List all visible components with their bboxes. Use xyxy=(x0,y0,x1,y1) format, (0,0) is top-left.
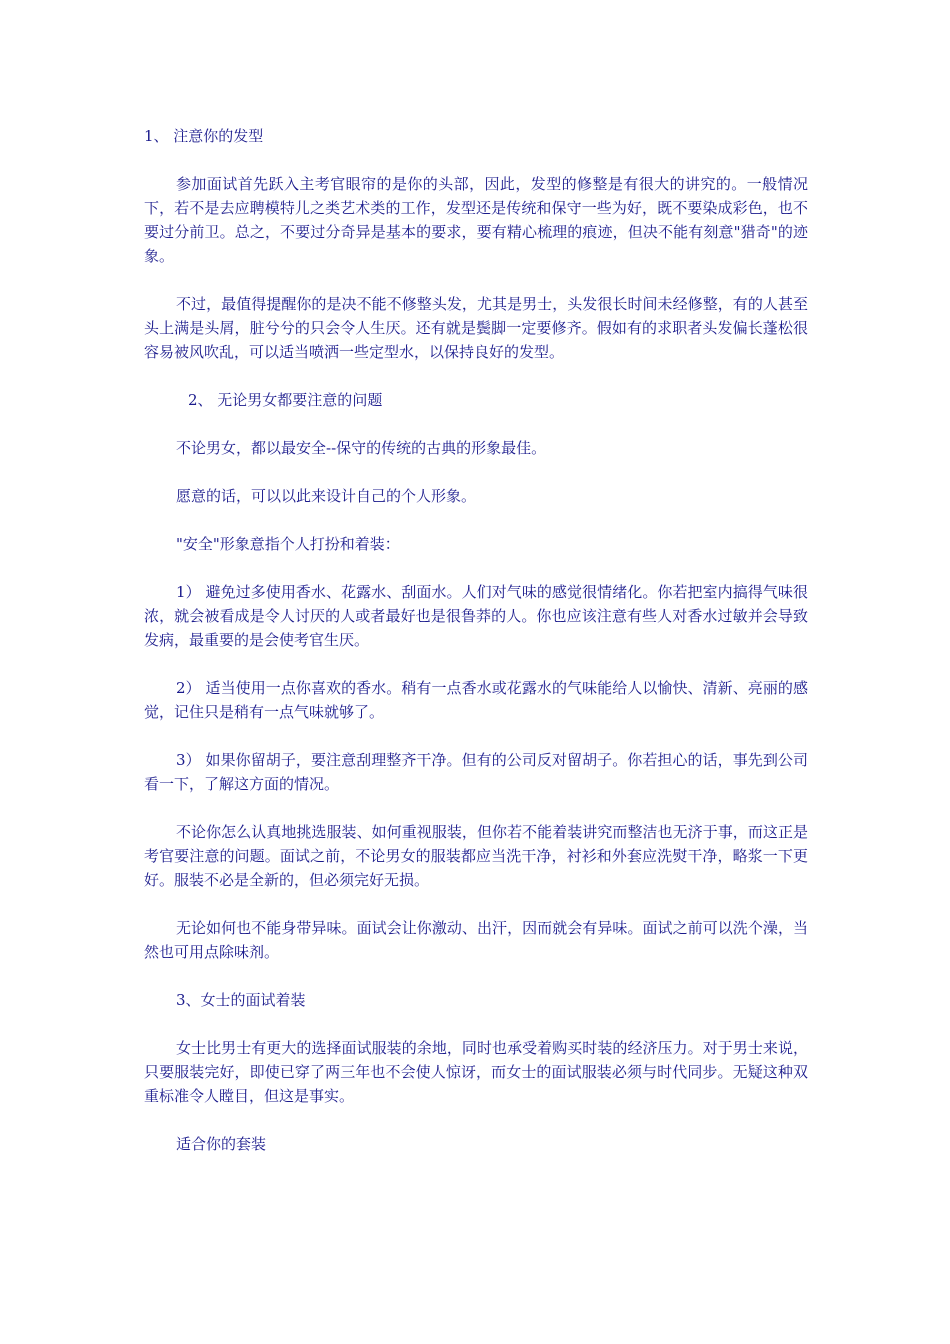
list-item-paragraph: 3） 如果你留胡子，要注意刮理整齐干净。但有的公司反对留胡子。你若担心的话，事先到公司看一下，了解这方面的情况。 xyxy=(144,751,808,793)
paragraph: 不论你怎么认真地挑选服装、如何重视服装，但你若不能着装讲究而整洁也无济于事，而这正是考官要注意的问题。面试之前，不论男女的服装都应当洗干净，衬衫和外套应洗熨干净，略浆一下更好。服装不必是全新的，但必须完好无损。 xyxy=(144,823,808,889)
document-body xyxy=(144,124,808,1180)
paragraph: 适合你的套装 xyxy=(176,1135,267,1153)
section-heading-common-issues: 2、 无论男女都要注意的问题 xyxy=(188,391,383,409)
paragraph: 愿意的话，可以以此来设计自己的个人形象。 xyxy=(176,487,477,505)
paragraph: "安全"形象意指个人打扮和着装： xyxy=(176,535,400,553)
list-item-paragraph: 2） 适当使用一点你喜欢的香水。稍有一点香水或花露水的气味能给人以愉快、清新、亮丽的感觉，记住只是稍有一点气味就够了。 xyxy=(144,679,808,721)
paragraph: 不论男女，都以最安全--保守的传统的古典的形象最佳。 xyxy=(176,439,547,457)
paragraph: 不过，最值得提醒你的是决不能不修整头发，尤其是男士，头发很长时间未经修整，有的人甚至头上满是头屑，脏兮兮的只会令人生厌。还有就是鬓脚一定要修齐。假如有的求职者头发偏长蓬松很容易被风吹乱，可以适当喷洒一些定型水，以保持良好的发型。 xyxy=(144,295,808,361)
paragraph: 参加面试首先跃入主考官眼帘的是你的头部，因此，发型的修整是有很大的讲究的。一般情况下，若不是去应聘模特儿之类艺术类的工作，发型还是传统和保守一些为好，既不要染成彩色，也不要过分前卫。总之，不要过分奇异是基本的要求，要有精心梳理的痕迹，但决不能有刻意"猎奇"的迹象。 xyxy=(144,175,808,265)
section-heading-hairstyle: 1、 注意你的发型 xyxy=(144,127,264,145)
section-heading-womens-attire: 3、女士的面试着装 xyxy=(176,991,306,1009)
paragraph: 女士比男士有更大的选择面试服装的余地，同时也承受着购买时装的经济压力。对于男士来说，只要服装完好，即使已穿了两三年也不会使人惊讶，而女士的面试服装必须与时代同步。无疑这种双重标准令人瞠目，但这是事实。 xyxy=(144,1039,808,1105)
paragraph: 无论如何也不能身带异味。面试会让你激动、出汗，因而就会有异味。面试之前可以洗个澡，当然也可用点除味剂。 xyxy=(144,919,808,961)
list-item-paragraph: 1） 避免过多使用香水、花露水、刮面水。人们对气味的感觉很情绪化。你若把室内搞得气味很浓，就会被看成是令人讨厌的人或者最好也是很鲁莽的人。你也应该注意有些人对香水过敏并会导致发病，最重要的是会使考官生厌。 xyxy=(144,583,808,649)
